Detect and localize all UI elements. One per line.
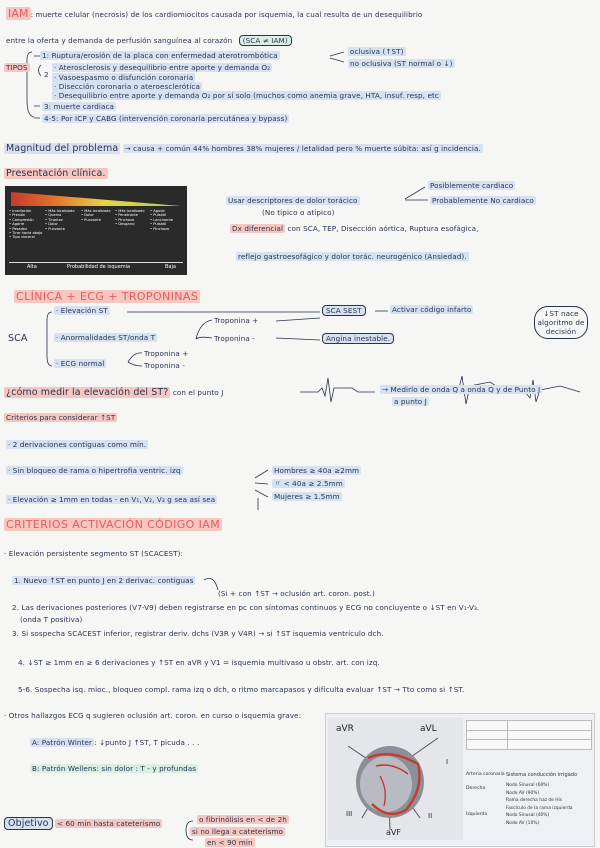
winter-text: : ↓punto J ↑ST, T picuda . . .	[94, 738, 200, 747]
presentacion-label: Presentación clínica.	[6, 168, 106, 179]
trop-pos-1: Troponina +	[214, 316, 259, 325]
trop-neg-2: Troponina -	[144, 361, 185, 370]
fibrinolisis-1: o fibrinólisis en < de 2h	[199, 815, 287, 824]
criterios-st-label: Criterios para considerar ↑ST	[6, 413, 116, 422]
descriptor-col-2: • Más localizado • Quema • Tirantez • Dolor • Punzante	[45, 209, 75, 231]
lead-avr: aVR	[336, 724, 354, 734]
criterio-3: · Elevación ≥ 1mm en todas - en V₁, V₂, V₃ g sea así sea	[8, 495, 216, 504]
codigo-note: (Si + con ↑ST → oclusión art. coron. post.)	[218, 589, 375, 598]
magnitud-text: → causa + común 44% hombres 38% mujeres / letalidad pero % muerte súbita: así g incidencia.	[124, 144, 481, 153]
fibrinolisis-2: si no llega a cateterismo	[192, 827, 284, 836]
trop-pos-2: Troponina +	[144, 349, 189, 358]
chart-left-label: Alta	[27, 264, 37, 270]
objetivo-row	[4, 818, 162, 829]
angina-box: Angina inestable.	[322, 333, 394, 344]
winter-row	[30, 738, 199, 747]
lead-ii: II	[428, 812, 433, 820]
arteria-label: Arteria coronaria	[466, 772, 505, 777]
izquierda-label: Izquierda	[466, 812, 488, 817]
codigo-item-2: 2. Las derivaciones posteriores (V7-V9) deben registrarse en pc con síntomas continuos y ECG no concluyente o ↓ST en V₁-V₃.	[12, 603, 480, 612]
descriptor-col-5: • Agudo • Pulsátil • Lancinante • Pulsátil • Pinchazo	[150, 209, 174, 231]
clinica-normal: · ECG normal	[56, 359, 105, 368]
sca-sest-box: SCA SEST	[322, 305, 366, 316]
fibrinolisis-3: en < 90 min	[207, 838, 253, 847]
descriptor-col-4: • Más localizado • Penetrante • Pinchazo • Desgarro	[115, 209, 145, 227]
tipo-1: 1: Ruptura/erosión de la placa con enfermedad aterotrombótica	[42, 51, 278, 60]
sistema-label: Sistema conducción irrigado	[506, 772, 578, 778]
criterio-2: · Sin bloqueo de rama o hipertrofia ventric. izq	[8, 466, 181, 475]
iam-line2-row	[6, 36, 292, 45]
tipo-no-oclusiva: no oclusiva (ST normal o ↓)	[350, 59, 453, 68]
medir-con: con el punto J	[172, 388, 224, 397]
lead-avl: aVL	[420, 724, 437, 734]
tipo-3: 3: muerte cardiaca	[44, 102, 115, 111]
codigo-item-3: 3. Si sospecha SCACEST inferior, registrar deriv. dchs (V3R y V4R) → si ↑ST isquemia ventrículo dch.	[12, 629, 384, 638]
medir-question: ¿cómo medir la elevación del ST?	[6, 387, 169, 398]
sca-note: (SCA ≠ IAM)	[239, 35, 292, 46]
descriptores-pos: Posiblemente cardiaco	[430, 181, 514, 190]
otros-intro: · Otros hallazgos ECG q sugieren oclusión art. coron. en curso o isquemia grave:	[4, 711, 302, 720]
medir-row	[4, 387, 223, 398]
objetivo-text: < 60 min hasta cateterismo	[56, 819, 161, 828]
tipo-oclusiva: oclusiva (↑ST)	[350, 47, 404, 56]
derecha-label: Derecha	[466, 786, 486, 791]
iam-line1: : muerte celular (necrosis) de los cardiomiocitos causada por isquemia, la cual resulta de un desequilibrio	[30, 10, 423, 19]
clinica-anormal: · Anormalidades ST/onda T	[56, 333, 156, 342]
clinica-sca: SCA	[8, 333, 28, 344]
descriptores-prob: Probablemente No cardiaco	[432, 196, 534, 205]
wellens-row	[30, 764, 198, 773]
heart-icon	[328, 718, 463, 840]
codigo-item-5-6: 5-6. Sospecha isq. mioc., bloqueo compl. rama izq o dch, o ritmo marcapasos y dificulta evaluar ↑ST → Tto como si ↑ST.	[18, 685, 465, 694]
ecg-heart-figure	[325, 713, 595, 847]
codigo-item-1: 1. Nuevo ↑ST en punto J en 2 derivac. contiguas	[14, 576, 194, 585]
criterio-1: · 2 derivaciones contiguas como mín.	[8, 440, 147, 449]
sin-st-bubble: ↓ST nace algoritmo de decisión	[534, 306, 588, 339]
lead-avf: aVF	[386, 828, 401, 837]
criterio-h1: Hombres ≥ 40a ≥2mm	[274, 466, 360, 475]
codigo-item-4: 4. ↓ST ≥ 1mm en ≥ 6 derivaciones y ↑ST en aVR y V1 = isquemia multivaso u obstr. art. con izq.	[18, 658, 380, 667]
ischemia-probability-chart	[5, 186, 187, 275]
descriptores-main: Usar descriptores de dolor torácico	[228, 196, 358, 205]
criterio-h2: 〃 < 40a ≥ 2.5mm	[274, 479, 343, 488]
sistema-list: Nodo Sinusal (60%) Nodo AV (90%) Rama derecha haz de His Fascículo de la rama izquierda Nodo Sinusal (40%) Nodo AV (10%)	[506, 783, 573, 826]
chart-axis	[9, 262, 183, 263]
clinica-elev: · Elevación ST	[56, 306, 108, 315]
iam-line2: entre la oferta y demanda de perfusión sanguínea al corazón	[6, 36, 233, 45]
dx-label: Dx diferencial	[232, 224, 284, 233]
winter-label: A: Patrón Winter	[32, 738, 93, 747]
descriptor-col-1: • Irradiación • Presión • Compresión • Agarre • Pesadez • Tirar hacia abajo • Tipo visceral	[9, 209, 43, 240]
iam-label: IAM	[8, 7, 29, 20]
dx-line2: reflejo gastroesofágico y dolor torác. neurogénico (Ansiedad).	[238, 252, 467, 261]
clinica-title: CLÍNICA + ECG + TROPONINAS	[16, 290, 199, 303]
tipo-2a: · Aterosclerosis y desequilibrio entre aporte y demanda O₂	[54, 63, 271, 72]
medir-answer-2: a punto J	[394, 397, 427, 406]
trop-neg-1: Troponina -	[214, 334, 255, 343]
tipo-2c: · Disección coronaria o ateroesclerótica	[54, 82, 200, 91]
wellens-text: : sin dolor : T - y profundas	[96, 764, 197, 773]
objetivo-label: Objetivo	[4, 817, 53, 830]
dx-line1: con SCA, TEP, Disección aórtica, Ruptura esofágica,	[287, 224, 479, 233]
heart-panel	[328, 718, 463, 840]
activar-codigo: Activar código infarto	[392, 305, 472, 314]
codigo-item-2b: (onda T positiva)	[20, 615, 83, 624]
tipo-2-num: 2	[44, 70, 49, 79]
tipo-2b: · Vasoespasmo o disfunción coronaria	[54, 73, 194, 82]
lead-iii: III	[346, 810, 353, 818]
magnitud-label: Magnitud del problema	[6, 143, 119, 154]
criterio-h3: Mujeres ≥ 1.5mm	[274, 492, 340, 501]
chart-right-label: Baja	[165, 264, 176, 270]
chart-xlabel: Probabilidad de isquemia	[67, 264, 131, 270]
codigo-intro: · Elevación persistente segmento ST (SCACEST):	[4, 549, 184, 558]
codigo-title: CRITERIOS ACTIVACIÓN CÓDIGO IAM	[6, 518, 221, 531]
descriptores-sub: (No típico o atípico)	[262, 208, 335, 217]
wellens-label: B: Patrón Wellens	[32, 764, 97, 773]
medir-answer-1: → Medirlo de onda Q a onda Q y de Punto J	[382, 385, 541, 394]
tipo-2d: · Desequilibrio entre aporte y demanda O₂ por sí solo (muchos como anemia grave, HTA, insuf. resp, etc	[54, 91, 439, 100]
descriptor-col-3: • Más localizado • Dolor • Punzante	[81, 209, 111, 222]
tipo-4-5: 4-5: Por ICP y CABG (intervención coronaria percutánea y bypass)	[44, 114, 288, 123]
magnitud-row	[4, 143, 483, 154]
probability-gradient	[11, 192, 181, 206]
tipos-label: TIPOS	[6, 63, 28, 72]
iam-definition	[6, 8, 422, 19]
lead-i: I	[446, 758, 449, 766]
dx-row-1	[230, 224, 479, 233]
top-table	[466, 720, 592, 750]
